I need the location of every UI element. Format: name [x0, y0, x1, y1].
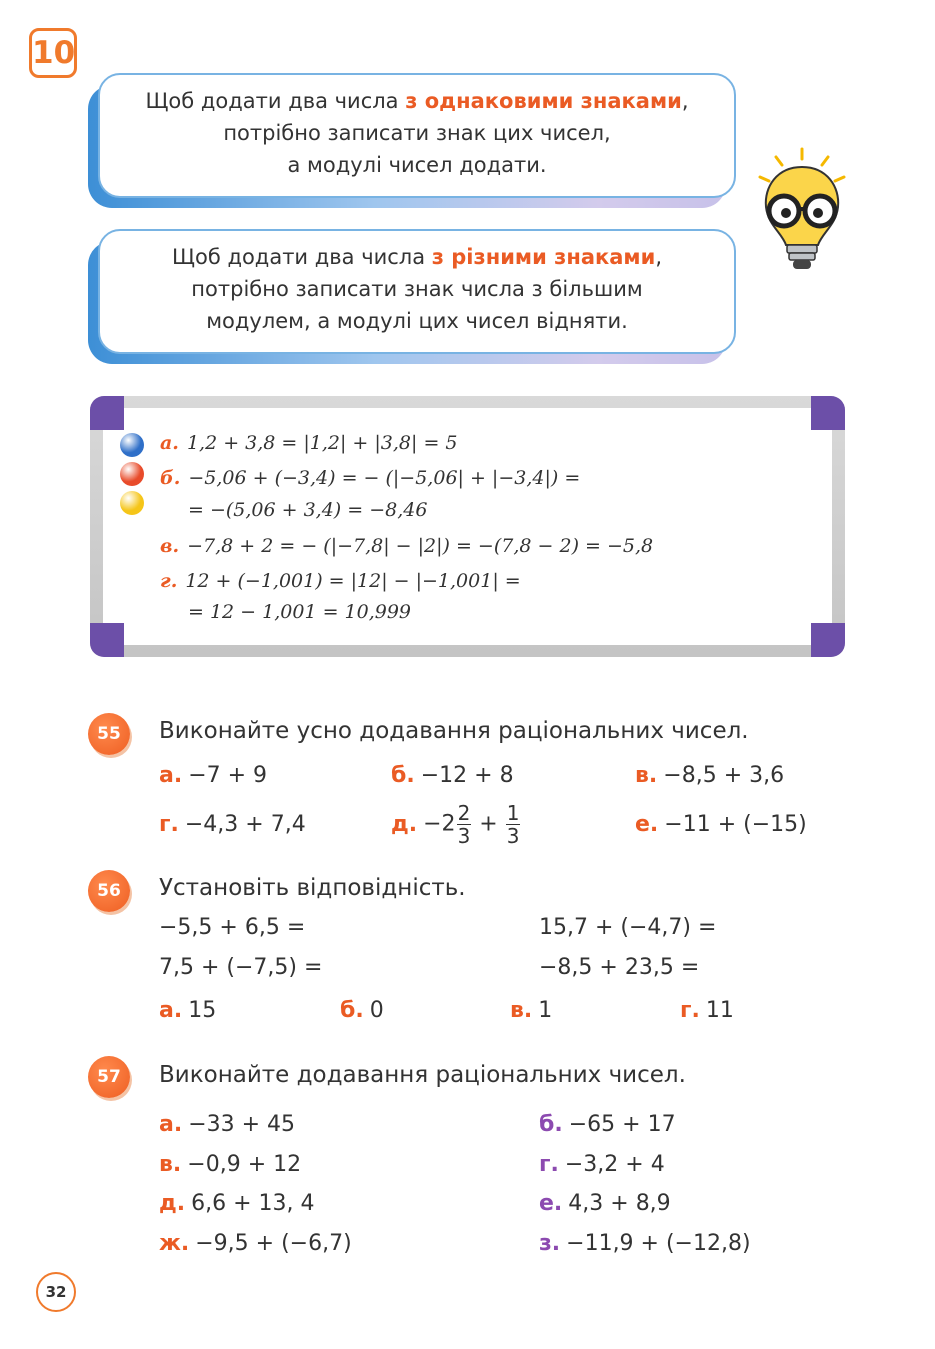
item-label: а.: [159, 763, 183, 788]
item-expr: −65 + 17: [568, 1112, 676, 1137]
item-expr: −0,9 + 12: [187, 1152, 302, 1177]
example-g-continued: [188, 601, 411, 623]
exercise-57-item-g: [539, 1152, 665, 1177]
exercise-55-item-d: [391, 802, 521, 847]
exercise-56-title: Установіть відповідність.: [159, 875, 466, 901]
whiteboard-corner: [811, 396, 845, 430]
item-label: б.: [391, 763, 415, 788]
exercise-57-badge: 57: [88, 1056, 130, 1098]
rule-line: потрібно записати знак цих чисел,: [223, 121, 611, 145]
item-label: ж.: [159, 1231, 190, 1256]
answer-value: 15: [188, 998, 217, 1023]
rule-highlight: з однаковими знаками: [405, 89, 682, 113]
example-expr: 12 + (−1,001) = |12| − |−1,001| =: [185, 570, 521, 592]
answer-value: 0: [369, 998, 384, 1023]
example-expr: −5,06 + (−3,4) = − (|−5,06| + |−3,4|) =: [188, 467, 581, 489]
rule-text-part: ,: [681, 89, 689, 113]
rule-text-part: Щоб додати два числа: [145, 89, 406, 113]
exercise-55-item-b: [391, 763, 514, 788]
exercise-55-item-g: [159, 812, 306, 837]
example-b-continued: [188, 499, 427, 521]
example-g: [160, 570, 521, 592]
fraction-2: [506, 802, 521, 847]
rule-highlight: з різними знаками: [431, 245, 656, 269]
whiteboard-corner: [90, 396, 124, 430]
exercise-56-answer-g: [680, 998, 734, 1023]
example-expr: = 12 − 1,001 = 10,999: [188, 601, 412, 623]
item-label: з.: [539, 1231, 561, 1256]
item-expr: −8,5 + 3,6: [663, 763, 785, 788]
exercise-57-item-v: [159, 1152, 301, 1177]
rule-same-signs: [88, 73, 736, 198]
item-expr: −4,3 + 7,4: [184, 812, 306, 837]
rule-line: модулем, а модулі цих чисел відняти.: [206, 309, 628, 333]
rule-different-signs: [88, 229, 736, 354]
item-expr: −9,5 + (−6,7): [195, 1231, 352, 1256]
exercise-56-expr: −8,5 + 23,5 =: [539, 955, 700, 980]
exercise-56-expr: −5,5 + 6,5 =: [159, 915, 306, 940]
item-label: д.: [159, 1191, 186, 1216]
answer-label: б.: [340, 998, 364, 1023]
whiteboard-examples: [90, 396, 845, 657]
blue-dot-icon: [120, 433, 144, 457]
answer-label: в.: [510, 998, 533, 1023]
item-label: д.: [391, 811, 418, 837]
exercise-57-item-e: [539, 1191, 671, 1216]
exercise-56-expr: 15,7 + (−4,7) =: [539, 915, 717, 940]
exercise-55-item-e: [635, 812, 807, 837]
exercise-57-title: Виконайте додавання раціональних чисел.: [159, 1062, 686, 1088]
item-expr: 4,3 + 8,9: [568, 1191, 671, 1216]
exercise-56-answer-v: [510, 998, 552, 1023]
lesson-number: 10: [29, 28, 77, 78]
exercise-55-item-v: [635, 763, 784, 788]
example-v: [160, 535, 653, 557]
item-expr: −11 + (−15): [664, 812, 807, 837]
mixed-number-whole: −2: [423, 811, 456, 837]
rule-text: [98, 85, 736, 181]
whiteboard-corner: [811, 623, 845, 657]
exercise-56-badge: 56: [88, 870, 130, 912]
exercise-57-item-d: [159, 1191, 315, 1216]
exercise-57-item-b: [539, 1112, 676, 1137]
rule-text: [98, 241, 736, 337]
example-expr: 1,2 + 3,8 = |1,2| + |3,8| = 5: [186, 432, 458, 454]
example-label: б.: [160, 467, 181, 489]
exercise-57-item-zh: [159, 1231, 352, 1256]
fraction-denominator: 3: [506, 824, 520, 848]
rule-text-part: ,: [655, 245, 662, 269]
whiteboard-corner: [90, 623, 124, 657]
exercise-55-title: Виконайте усно додавання раціональних чисел.: [159, 718, 749, 744]
example-label: г.: [160, 570, 178, 592]
item-label: г.: [159, 812, 179, 837]
example-label: в.: [160, 535, 180, 557]
item-label: а.: [159, 1112, 183, 1137]
item-label: в.: [635, 763, 658, 788]
red-dot-icon: [120, 462, 144, 486]
exercise-57-item-z: [539, 1231, 751, 1256]
item-label: г.: [539, 1152, 559, 1177]
fraction-1: [457, 802, 472, 847]
example-b: [160, 467, 580, 489]
answer-value: 1: [538, 998, 553, 1023]
exercise-56-expr: 7,5 + (−7,5) =: [159, 955, 323, 980]
item-expr: −7 + 9: [188, 763, 268, 788]
exercise-56-answer-a: [159, 998, 216, 1023]
item-expr: −11,9 + (−12,8): [566, 1231, 751, 1256]
item-expr: 6,6 + 13, 4: [191, 1191, 315, 1216]
item-label: б.: [539, 1112, 563, 1137]
item-label: в.: [159, 1152, 182, 1177]
exercise-56-answer-b: [340, 998, 384, 1023]
fraction-numerator: 2: [457, 801, 471, 825]
rule-text-part: Щоб додати два числа: [172, 245, 432, 269]
answer-label: г.: [680, 998, 700, 1023]
lightbulb-glasses-icon: [752, 145, 852, 280]
answer-value: 11: [705, 998, 734, 1023]
yellow-dot-icon: [120, 491, 144, 515]
rule-line: а модулі чисел додати.: [287, 153, 547, 177]
fraction-numerator: 1: [506, 801, 520, 825]
rule-line: потрібно записати знак числа з більшим: [191, 277, 643, 301]
example-label: а.: [160, 432, 179, 454]
answer-label: а.: [159, 998, 183, 1023]
page-number: 32: [36, 1272, 76, 1312]
example-a: [160, 432, 458, 454]
item-expr: −12 + 8: [420, 763, 514, 788]
example-expr: = −(5,06 + 3,4) = −8,46: [188, 499, 428, 521]
exercise-55-item-a: [159, 763, 267, 788]
example-expr: −7,8 + 2 = − (|−7,8| − |2|) = −(7,8 − 2) = −5,8: [187, 535, 654, 557]
fraction-denominator: 3: [457, 824, 471, 848]
exercise-55-badge: 55: [88, 713, 130, 755]
item-expr: −33 + 45: [188, 1112, 296, 1137]
plus-sign: +: [479, 811, 498, 837]
item-label: е.: [539, 1191, 563, 1216]
item-expr: −3,2 + 4: [564, 1152, 665, 1177]
exercise-57-item-a: [159, 1112, 295, 1137]
item-label: е.: [635, 812, 659, 837]
